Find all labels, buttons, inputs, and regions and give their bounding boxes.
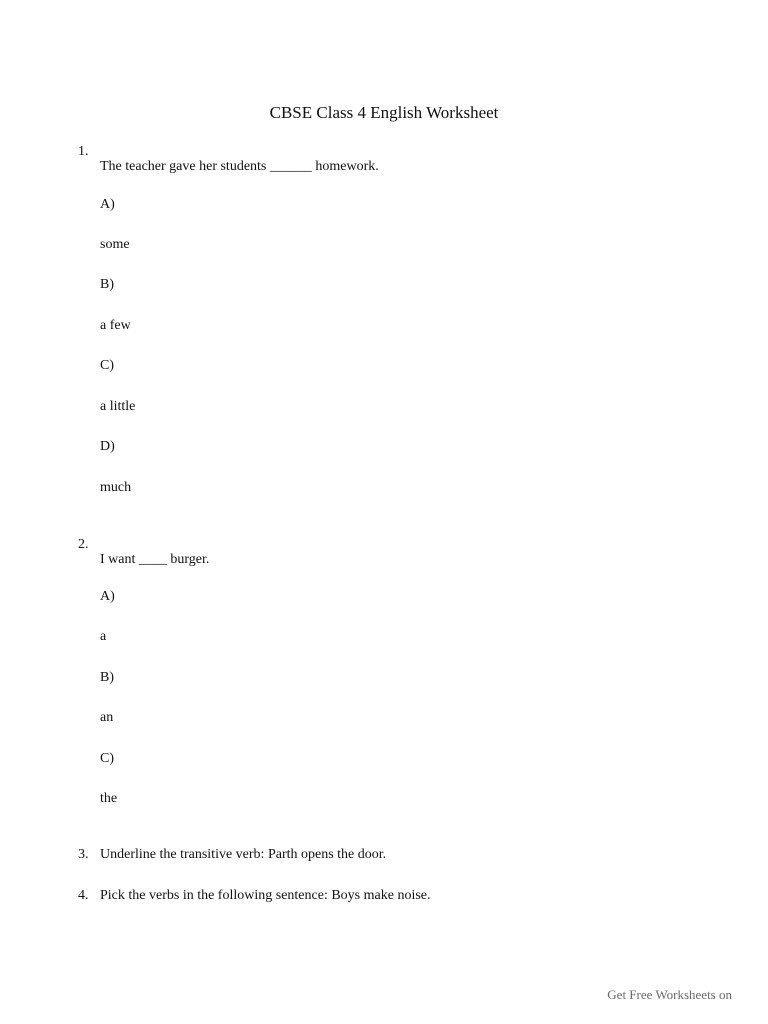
question-number: 1. <box>78 144 89 159</box>
question-text: Pick the verbs in the following sentence: Boys make noise. <box>100 888 431 903</box>
option-text: a few <box>100 318 131 333</box>
option-letter: A) <box>100 589 115 604</box>
question-text: The teacher gave her students ______ homework. <box>100 159 379 174</box>
option-letter: A) <box>100 197 115 212</box>
option-letter: B) <box>100 670 114 685</box>
question-number: 3. <box>78 847 89 862</box>
page-footer: Get Free Worksheets on <box>607 987 732 1002</box>
option-letter: B) <box>100 277 114 292</box>
option-letter: C) <box>100 358 114 373</box>
question-number: 2. <box>78 537 89 552</box>
option-text: the <box>100 791 118 806</box>
option-text: some <box>100 237 130 252</box>
option-text: a <box>100 629 107 644</box>
question-text: Underline the transitive verb: Parth opens the door. <box>100 847 387 862</box>
option-text: much <box>100 480 132 495</box>
question-number: 4. <box>78 888 89 903</box>
option-letter: C) <box>100 751 114 766</box>
option-text: an <box>100 710 114 725</box>
option-text: a little <box>100 399 136 414</box>
page-title: CBSE Class 4 English Worksheet <box>269 103 499 122</box>
option-letter: D) <box>100 439 115 454</box>
question-text: I want ____ burger. <box>100 552 210 567</box>
